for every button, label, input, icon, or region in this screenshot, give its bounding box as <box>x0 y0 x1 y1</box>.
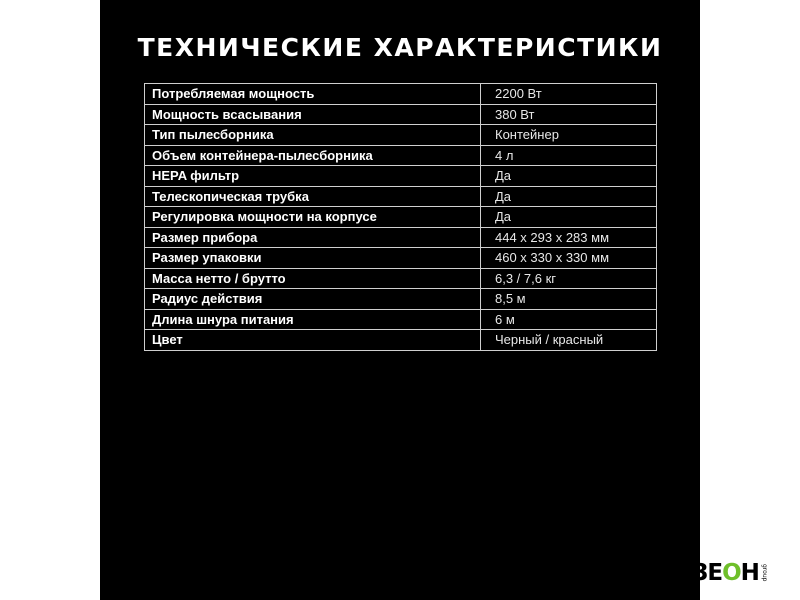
spec-sheet-panel <box>100 0 700 600</box>
logo-subtext: group <box>760 564 768 582</box>
table-row <box>145 104 657 125</box>
spec-value: Да <box>481 186 657 207</box>
table-row <box>145 166 657 187</box>
spec-value: 8,5 м <box>481 289 657 310</box>
spec-parameter: Объем контейнера-пылесборника <box>145 145 481 166</box>
spec-parameter: Масса нетто / брутто <box>145 268 481 289</box>
spec-parameter: Цвет <box>145 330 481 351</box>
spec-parameter: Радиус действия <box>145 289 481 310</box>
specs-table-body <box>145 84 657 351</box>
table-row <box>145 309 657 330</box>
spec-parameter: Мощность всасывания <box>145 104 481 125</box>
table-row <box>145 268 657 289</box>
logo-wordmark <box>692 560 759 586</box>
table-row <box>145 289 657 310</box>
spec-parameter: Телескопическая трубка <box>145 186 481 207</box>
table-row <box>145 248 657 269</box>
spec-value: 6,3 / 7,6 кг <box>481 268 657 289</box>
spec-value: Черный / красный <box>481 330 657 351</box>
spec-value: 380 Вт <box>481 104 657 125</box>
specs-table <box>144 83 657 351</box>
spec-value: 460 x 330 x 330 мм <box>481 248 657 269</box>
spec-parameter: Регулировка мощности на корпусе <box>145 207 481 228</box>
spec-value: Да <box>481 166 657 187</box>
spec-value: 2200 Вт <box>481 84 657 105</box>
spec-value: 444 x 293 x 283 мм <box>481 227 657 248</box>
table-row <box>145 207 657 228</box>
spec-value: 4 л <box>481 145 657 166</box>
spec-parameter: Тип пылесборника <box>145 125 481 146</box>
spec-value: Да <box>481 207 657 228</box>
page-title: ТЕХНИЧЕСКИЕ ХАРАКТЕРИСТИКИ <box>137 33 663 62</box>
logo-part-1: ЗЕ <box>692 560 723 586</box>
spec-parameter: Длина шнура питания <box>145 309 481 330</box>
spec-parameter: Размер упаковки <box>145 248 481 269</box>
spec-value: Контейнер <box>481 125 657 146</box>
spec-parameter: Потребляемая мощность <box>145 84 481 105</box>
table-row <box>145 145 657 166</box>
spec-parameter: HEPA фильтр <box>145 166 481 187</box>
table-row <box>145 125 657 146</box>
table-row <box>145 186 657 207</box>
table-row <box>145 227 657 248</box>
table-row <box>145 84 657 105</box>
spec-value: 6 м <box>481 309 657 330</box>
logo-part-accent: О <box>722 560 741 586</box>
spec-parameter: Размер прибора <box>145 227 481 248</box>
brand-logo <box>692 558 767 588</box>
logo-part-3: Н <box>740 560 759 586</box>
table-row <box>145 330 657 351</box>
